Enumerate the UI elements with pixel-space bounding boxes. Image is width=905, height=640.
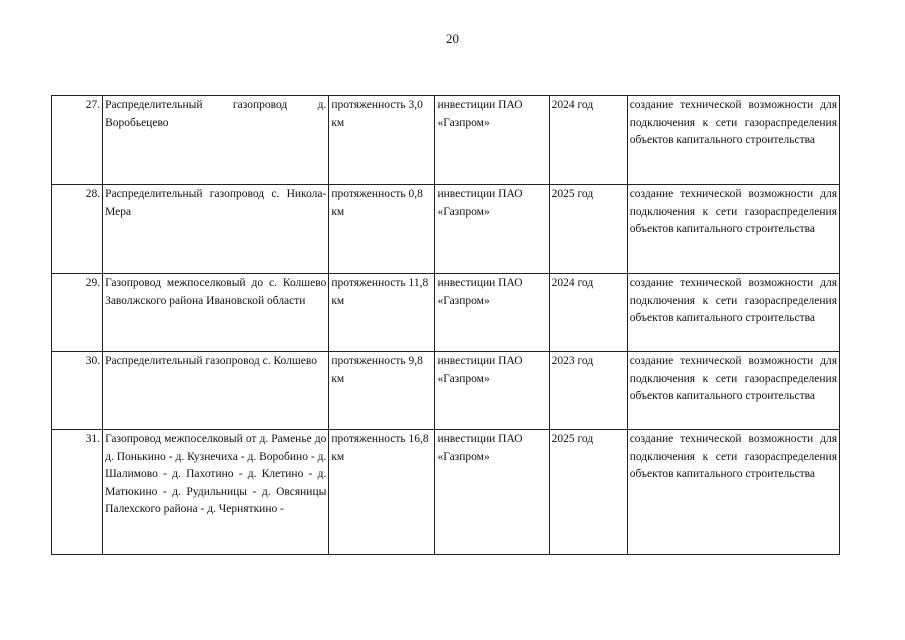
object-purpose: создание технической возможности для подключения к сети газораспределения объектов капитального строительства <box>627 185 839 274</box>
gas-pipeline-table <box>51 95 840 555</box>
object-name: Газопровод межпоселковый от д. Раменье до д. Понькино - д. Кузнечиха - д. Воробино - д. Шалимово - д. Пахотино - д. Клетино - д. Матюкино - д. Рудильницы - д. Овсяницы Палехского района - д. Черняткино - <box>103 430 329 555</box>
table-row <box>52 430 840 555</box>
funding-source: инвестиции ПАО «Газпром» <box>435 430 549 555</box>
completion-year: 2023 год <box>549 352 627 430</box>
object-purpose: создание технической возможности для подключения к сети газораспределения объектов капитального строительства <box>627 430 839 555</box>
table-row <box>52 352 840 430</box>
object-length: протяженность 11,8 км <box>329 274 435 352</box>
object-name: Газопровод межпоселковый до с. Колшево Заволжского района Ивановской области <box>103 274 329 352</box>
page-number: 20 <box>446 31 459 46</box>
object-purpose: создание технической возможности для подключения к сети газораспределения объектов капитального строительства <box>627 274 839 352</box>
completion-year: 2024 год <box>549 274 627 352</box>
row-number: 29. <box>52 274 103 352</box>
table-row <box>52 185 840 274</box>
completion-year: 2025 год <box>549 185 627 274</box>
row-number: 27. <box>52 96 103 185</box>
row-number: 28. <box>52 185 103 274</box>
row-number: 31. <box>52 430 103 555</box>
completion-year: 2024 год <box>549 96 627 185</box>
object-name: Распределительный газопровод с. Никола-Мера <box>103 185 329 274</box>
object-length: протяженность 9,8 км <box>329 352 435 430</box>
funding-source: инвестиции ПАО «Газпром» <box>435 185 549 274</box>
object-length: протяженность 16,8 км <box>329 430 435 555</box>
table-row <box>52 274 840 352</box>
object-length: протяженность 3,0 км <box>329 96 435 185</box>
object-name: Распределительный газопровод с. Колшево <box>103 352 329 430</box>
funding-source: инвестиции ПАО «Газпром» <box>435 274 549 352</box>
object-name: Распределительный газопровод д. Воробьецево <box>103 96 329 185</box>
row-number: 30. <box>52 352 103 430</box>
object-purpose: создание технической возможности для подключения к сети газораспределения объектов капитального строительства <box>627 352 839 430</box>
completion-year: 2025 год <box>549 430 627 555</box>
object-purpose: создание технической возможности для подключения к сети газораспределения объектов капитального строительства <box>627 96 839 185</box>
object-length: протяженность 0,8 км <box>329 185 435 274</box>
funding-source: инвестиции ПАО «Газпром» <box>435 96 549 185</box>
table-row <box>52 96 840 185</box>
funding-source: инвестиции ПАО «Газпром» <box>435 352 549 430</box>
